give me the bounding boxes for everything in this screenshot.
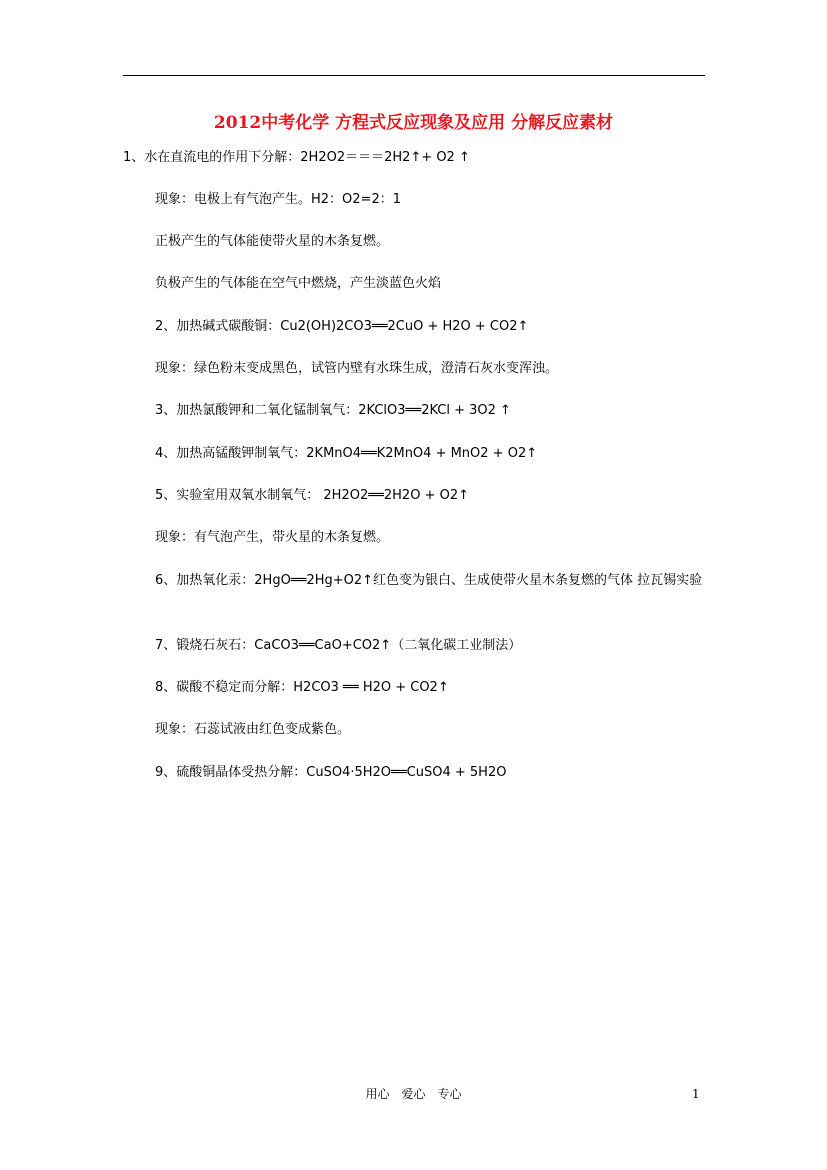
- paragraph-11: 6、加热氧化汞：2HgO══2Hg+O2↑红色变为银白、生成使带火星木条复燃的气体 拉瓦锡实验: [155, 573, 703, 588]
- paragraph-4: 负极产生的气体能在空气中燃烧，产生淡蓝色火焰: [155, 276, 442, 291]
- paragraph-6: 现象：绿色粉末变成黑色，试管内壁有水珠生成，澄清石灰水变浑浊。: [155, 361, 559, 376]
- paragraph-3: 正极产生的气体能使带火星的木条复燃。: [155, 234, 390, 249]
- paragraph-8: 4、加热高锰酸钾制氧气：2KMnO4══K2MnO4 + MnO2 + O2↑: [155, 446, 538, 461]
- paragraph-10: 现象：有气泡产生，带火星的木条复燃。: [155, 530, 390, 545]
- page-number: 1: [692, 1087, 700, 1101]
- document-title: 2012中考化学 方程式反应现象及应用 分解反应素材: [213, 113, 614, 133]
- paragraph-12: 7、锻烧石灰石：CaCO3══CaO+CO2↑（二氧化碳工业制法）: [155, 638, 522, 653]
- paragraph-14: 现象：石蕊试液由红色变成紫色。: [155, 722, 351, 737]
- paragraph-5: 2、加热碱式碳酸铜：Cu2(OH)2CO3══2CuO + H2O + CO2↑: [155, 319, 529, 334]
- paragraph-13: 8、碳酸不稳定而分解：H2CO3 ══ H2O + CO2↑: [155, 680, 449, 695]
- paragraph-7: 3、加热氯酸钾和二氧化锰制氧气：2KClO3══2KCl + 3O2 ↑: [155, 403, 511, 418]
- paragraph-9: 5、实验室用双氧水制氧气： 2H2O2══2H2O + O2↑: [155, 488, 469, 503]
- footer-text: 用心 爱心 专心: [365, 1087, 462, 1101]
- paragraph-15: 9、硫酸铜晶体受热分解：CuSO4·5H2O══CuSO4 + 5H2O: [155, 765, 507, 780]
- paragraph-2: 现象：电极上有气泡产生。H2：O2=2：1: [155, 192, 401, 207]
- header-rule: [123, 75, 705, 76]
- paragraph-1: 1、水在直流电的作用下分解：2H2O2＝＝＝2H2↑+ O2 ↑: [123, 150, 470, 165]
